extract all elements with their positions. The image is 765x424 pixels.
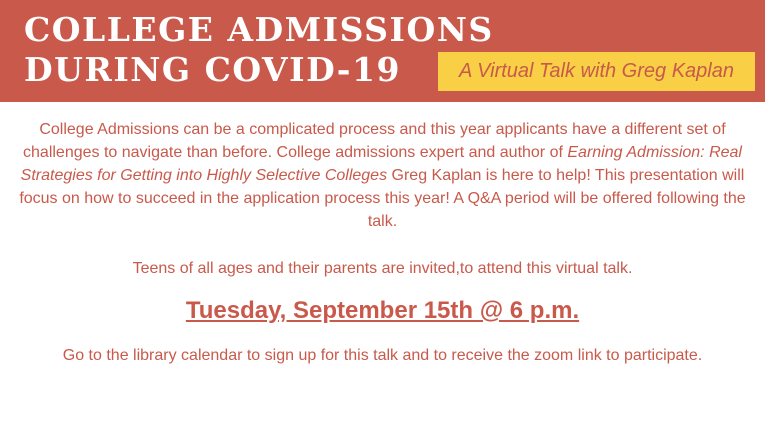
page-title: COLLEGE ADMISSIONS DURING COVID-19 [24,10,494,89]
event-description [8,118,758,233]
signup-instructions: Go to the library calendar to sign up for this talk and to receive the zoom link to participate. [62,347,703,364]
invitation-text: Teens of all ages and their parents are invited,to attend this virtual talk. [132,260,633,277]
subtitle-badge [438,52,755,91]
description-rest: Greg Kaplan is here to help! This presentation will focus on how to succeed in the application process this year! A Q&A period will be offered following the talk. [19,167,746,230]
description-intro: College Admissions can be a complicated process and this year applicants have a different set of challenges to navigate than before. College admissions expert and author of [23,121,726,161]
event-date: Tuesday, September 15th @ 6 p.m. [185,297,580,324]
event-details [0,118,765,367]
book-title: Earning Admission: Real Strategies for Getting into Highly Selective Colleges [20,144,742,184]
header-banner [0,0,765,102]
subtitle-text: A Virtual Talk with Greg Kaplan [459,60,734,82]
